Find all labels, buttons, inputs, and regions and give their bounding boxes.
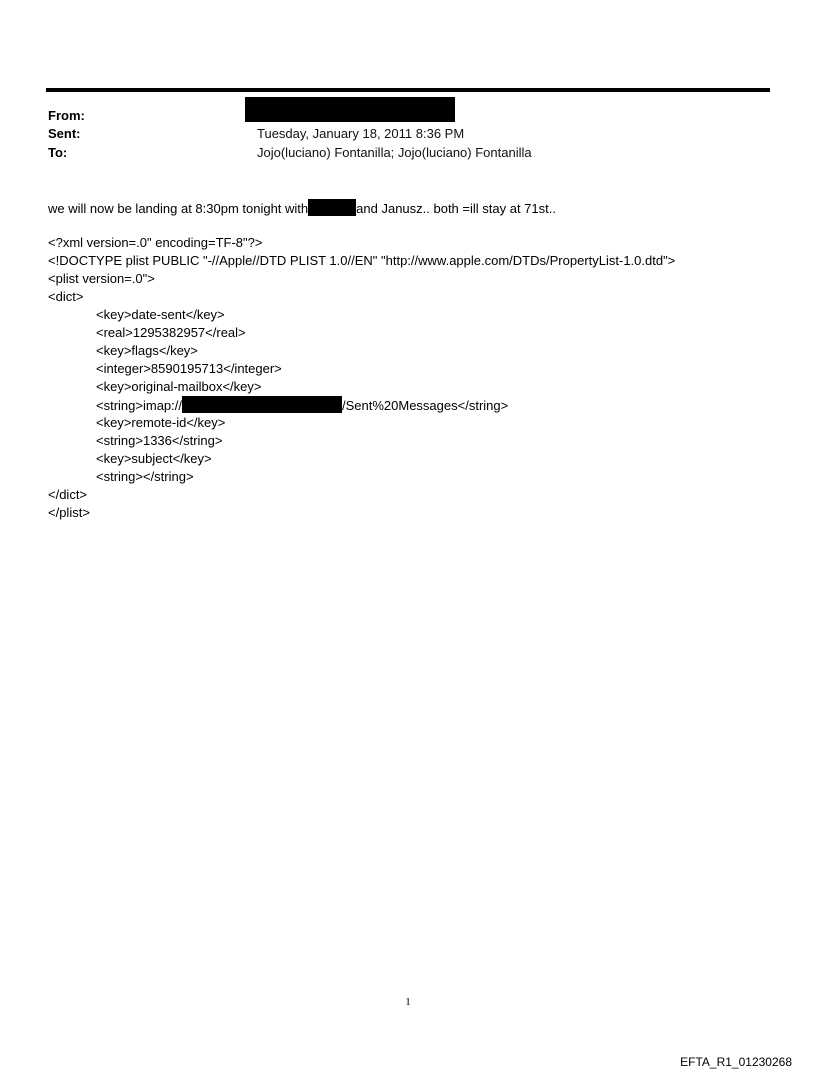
plist-line: <string></string> — [96, 469, 194, 484]
redaction-from — [245, 97, 455, 122]
imap-line — [96, 396, 508, 415]
page-number: 1 — [405, 996, 411, 1008]
plist-line: <real>1295382957</real> — [96, 325, 246, 340]
redaction-name — [308, 199, 356, 216]
sent-value: Tuesday, January 18, 2011 8:36 PM — [257, 126, 465, 141]
dict-open: <dict> — [48, 289, 84, 304]
plist-close: </plist> — [48, 505, 90, 520]
imap-suffix: /Sent%20Messages</string> — [342, 398, 509, 413]
plist-line: <string>1336</string> — [96, 433, 223, 448]
document-id: EFTA_R1_01230268 — [680, 1055, 792, 1069]
plist-line: <key>date-sent</key> — [96, 307, 225, 322]
plist-line: <key>subject</key> — [96, 451, 212, 466]
plist-line: <key>flags</key> — [96, 343, 198, 358]
message-part2: and Janusz.. both =ill stay at 71st.. — [356, 201, 556, 216]
plist-line: <integer>8590195713</integer> — [96, 361, 282, 376]
redaction-mailbox — [182, 396, 342, 413]
message-part1: we will now be landing at 8:30pm tonight with — [48, 201, 309, 216]
dict-close: </dict> — [48, 487, 88, 502]
from-label: From: — [48, 108, 85, 123]
plist-open: <plist version=.0"> — [48, 271, 155, 286]
message-line — [48, 199, 556, 218]
xml-declaration: <?xml version=.0" encoding=TF-8"?> — [48, 235, 263, 250]
sent-label: Sent: — [48, 126, 81, 141]
header-rule — [46, 88, 770, 92]
plist-line: <key>original-mailbox</key> — [96, 379, 262, 394]
imap-prefix: <string>imap:// — [96, 398, 182, 413]
to-label: To: — [48, 145, 68, 160]
plist-line: <key>remote-id</key> — [96, 415, 226, 430]
to-value: Jojo(luciano) Fontanilla; Jojo(luciano) Fontanilla — [257, 145, 532, 160]
doctype-line: <!DOCTYPE plist PUBLIC "-//Apple//DTD PLIST 1.0//EN" "http://www.apple.com/DTDs/PropertyList-1.0.dtd"> — [48, 253, 676, 268]
